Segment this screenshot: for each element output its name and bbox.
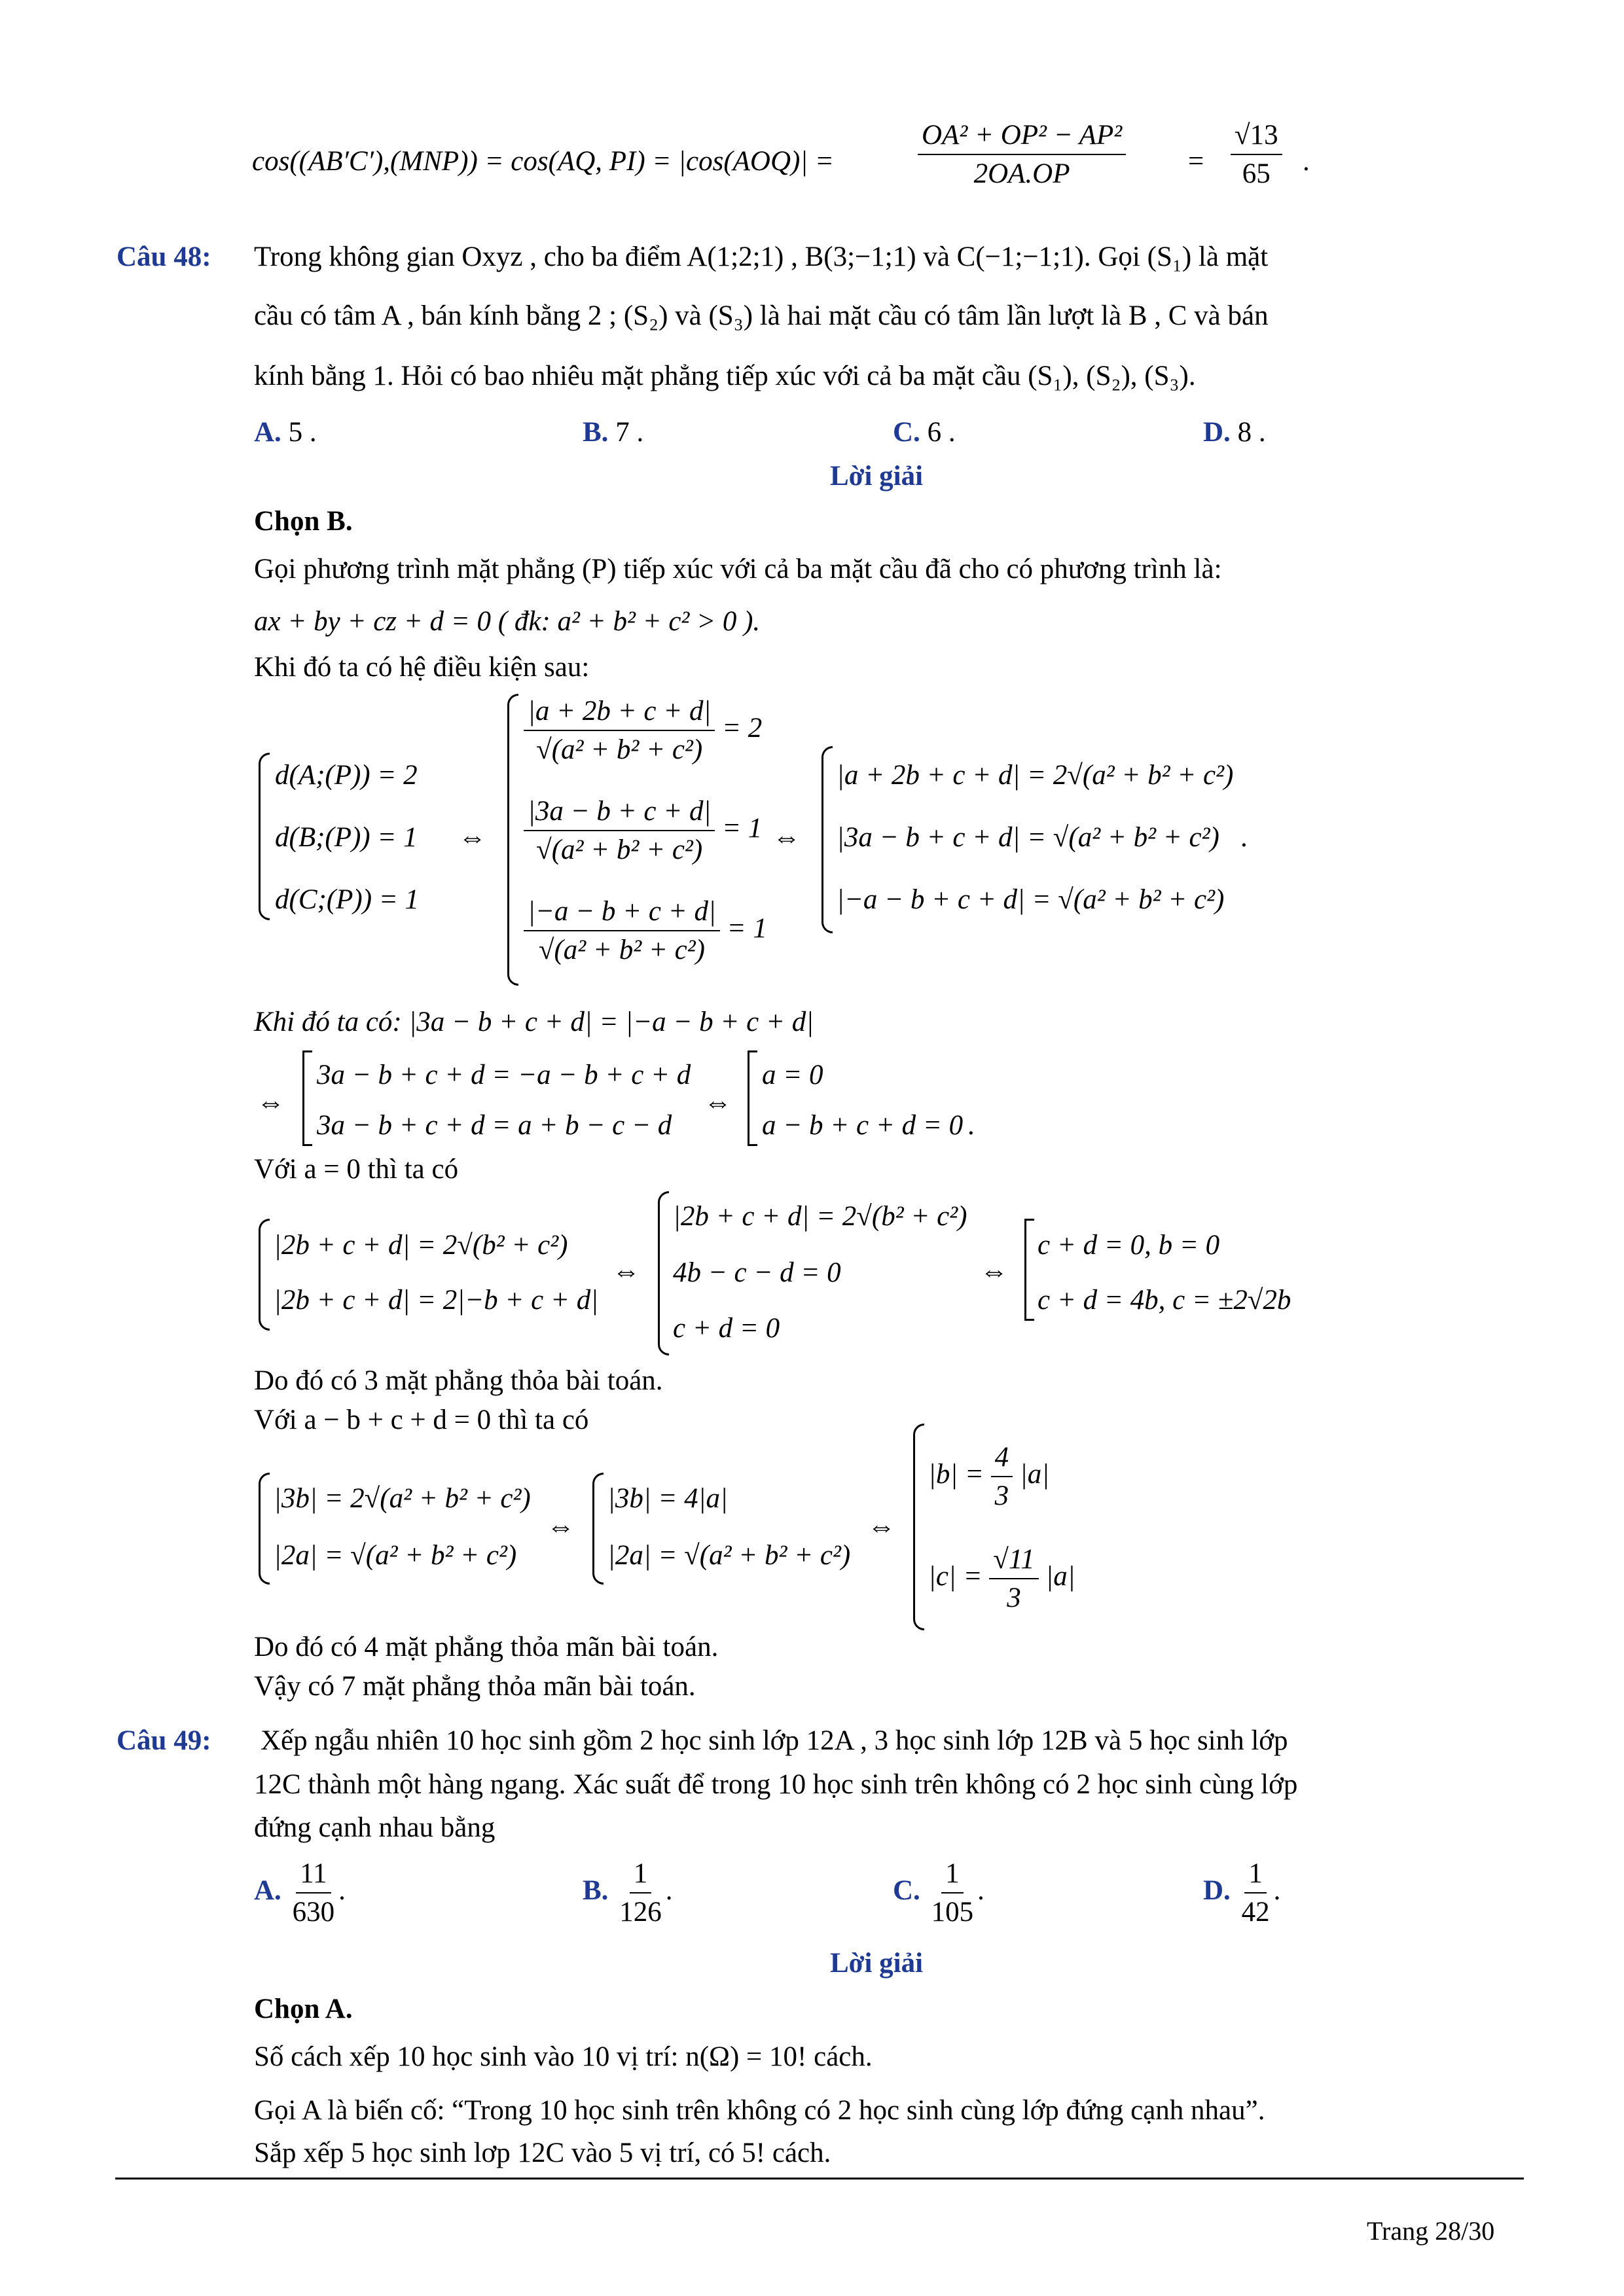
q49-option-a-num: 11 bbox=[296, 1857, 331, 1893]
solution-48-abs-equation: Khi đó ta có: |3a − b + c + d| = |−a − b + c + d| bbox=[254, 1007, 814, 1037]
iff-symbol: ⇔ bbox=[612, 1256, 640, 1287]
cos-fraction-numerator: OA² + OP² − AP² bbox=[918, 119, 1126, 155]
sys-a2-eq-3: c + d = 0 bbox=[673, 1313, 780, 1344]
solution-48-line-1: Gọi phương trình mặt phẳng (P) tiếp xúc với cả ba mặt cầu đã cho có phương trình là: bbox=[254, 554, 1222, 584]
q49-option-d-period: . bbox=[1273, 1874, 1281, 1906]
or-bracket-2 bbox=[748, 1050, 757, 1146]
case-a-zero-intro: Với a = 0 thì ta có bbox=[254, 1154, 459, 1185]
sys-b1-eq-2: |2a| = √(a² + b² + c²) bbox=[274, 1540, 517, 1571]
question-49-line-2: 12C thành một hàng ngang. Xác suất để trong 10 học sinh trên không có 2 học sinh cùng lớp bbox=[254, 1769, 1298, 1800]
footer-rule bbox=[115, 2178, 1524, 2179]
system-period: . bbox=[1240, 822, 1248, 853]
q49-option-b-key: B. bbox=[583, 1874, 609, 1906]
solution-48-line-3: Khi đó ta có hệ điều kiện sau: bbox=[254, 652, 590, 683]
option-d-key: D. bbox=[1203, 417, 1231, 448]
cos-fraction bbox=[918, 119, 1126, 190]
sys-b3-rhs-2: |a| bbox=[1045, 1560, 1075, 1592]
brace-a1 bbox=[259, 1219, 270, 1331]
option-b-key: B. bbox=[583, 417, 609, 448]
option-d bbox=[1203, 416, 1266, 448]
solution-48-plane-equation: ax + by + cz + d = 0 ( đk: a² + b² + c² > 0 ). bbox=[254, 606, 761, 637]
system-equation-c: |−a − b + c + d| = √(a² + b² + c²) bbox=[837, 884, 1225, 915]
iff-symbol: ⇔ bbox=[257, 1087, 285, 1118]
sys-a2-eq-2: 4b − c − d = 0 bbox=[673, 1257, 841, 1288]
solution-49-line-2: Gọi A là biến cố: “Trong 10 học sinh trên không có 2 học sinh cùng lớp đứng cạnh nhau”. bbox=[254, 2095, 1265, 2126]
chosen-answer-48: Chọn B. bbox=[254, 506, 353, 537]
cos-fraction-denominator: 2OA.OP bbox=[973, 158, 1070, 189]
page-number: Trang 28/30 bbox=[1367, 2216, 1495, 2246]
q49-option-b-period: . bbox=[665, 1874, 673, 1906]
iff-symbol: ⇔ bbox=[867, 1511, 895, 1542]
system-equation-b: |3a − b + c + d| = √(a² + b² + c²) bbox=[837, 822, 1219, 853]
q49-option-c-period: . bbox=[977, 1874, 984, 1906]
solution-heading-48: Lời giải bbox=[830, 461, 924, 492]
conclusion-3-planes: Do đó có 3 mặt phẳng thỏa bài toán. bbox=[254, 1365, 663, 1396]
final-conclusion-48: Vậy có 7 mặt phẳng thỏa mãn bài toán. bbox=[254, 1671, 696, 1702]
question-48-line-3: kính bằng 1. Hỏi có bao nhiêu mặt phẳng tiếp xúc với cả ba mặt cầu (S₁), (S₂), (S₃). bbox=[254, 361, 1196, 391]
question-49-line-1: Xếp ngẫu nhiên 10 học sinh gồm 2 học sinh lớp 12A , 3 học sinh lớp 12B và 5 học sinh lớp bbox=[261, 1725, 1288, 1756]
question-48-line-1: Trong không gian Oxyz , cho ba điểm A(1;2;1) , B(3;−1;1) và C(−1;−1;1). Gọi (S₁) là mặt bbox=[254, 242, 1269, 272]
q49-option-c-num: 1 bbox=[941, 1857, 964, 1893]
case-equation-1: 3a − b + c + d = −a − b + c + d bbox=[317, 1060, 691, 1090]
question-48-label: Câu 48: bbox=[117, 242, 211, 272]
option-d-value: 8 . bbox=[1237, 417, 1266, 448]
case-linear-intro: Với a − b + c + d = 0 thì ta có bbox=[254, 1405, 589, 1435]
brace-b3 bbox=[913, 1424, 924, 1630]
option-a bbox=[254, 416, 317, 448]
question-49-line-3: đứng cạnh nhau bằng bbox=[254, 1812, 496, 1843]
option-c bbox=[893, 416, 956, 448]
conclusion-4-planes: Do đó có 4 mặt phẳng thỏa mãn bài toán. bbox=[254, 1632, 719, 1662]
q49-option-b-den: 126 bbox=[619, 1897, 662, 1928]
brace-a2 bbox=[658, 1191, 669, 1355]
distance-a: d(A;(P)) = 2 bbox=[275, 760, 418, 791]
distance-b: d(B;(P)) = 1 bbox=[275, 822, 418, 853]
distance-fraction-a bbox=[524, 695, 762, 766]
iff-symbol: ⇔ bbox=[980, 1256, 1008, 1287]
result-denominator: 65 bbox=[1242, 158, 1271, 189]
q49-option-c-key: C. bbox=[893, 1874, 920, 1906]
solution-heading-49: Lời giải bbox=[830, 1948, 924, 1979]
q49-option-a-key: A. bbox=[254, 1874, 281, 1906]
solution-49-line-3: Sắp xếp 5 học sinh lơp 12C vào 5 vị trí, có 5! cách. bbox=[254, 2138, 831, 2168]
distance-denominator-c: √(a² + b² + c²) bbox=[538, 935, 705, 965]
distance-rhs-a: = 2 bbox=[722, 712, 763, 744]
q49-option-d bbox=[1203, 1857, 1280, 1928]
sys-b3-lhs-2: |c| = bbox=[928, 1560, 983, 1592]
brace-b1 bbox=[259, 1473, 270, 1585]
q49-option-d-den: 42 bbox=[1241, 1897, 1270, 1928]
option-b-value: 7 . bbox=[615, 417, 644, 448]
or-bracket-1 bbox=[302, 1050, 312, 1146]
q49-option-d-key: D. bbox=[1203, 1874, 1231, 1906]
sys-b3-num-1: 4 bbox=[991, 1441, 1013, 1477]
question-49-label: Câu 49: bbox=[117, 1725, 211, 1756]
option-c-key: C. bbox=[893, 417, 920, 448]
case-a-zero: a = 0 bbox=[762, 1060, 823, 1090]
option-c-value: 6 . bbox=[927, 417, 956, 448]
iff-symbol: ⇔ bbox=[547, 1511, 575, 1542]
q49-option-a-period: . bbox=[338, 1874, 346, 1906]
sys-b2-eq-1: |3b| = 4|a| bbox=[607, 1483, 728, 1514]
question-48-line-2: cầu có tâm A , bán kính bằng 2 ; (S₂) và (S₃) là hai mặt cầu có tâm lần lượt là B , C và bán bbox=[254, 300, 1269, 331]
cos-angle-formula: cos((AB′C′),(MNP)) = cos(AQ, PI) = |cos(AOQ)| = bbox=[252, 146, 834, 177]
iff-symbol: ⇔ bbox=[772, 822, 801, 853]
or-bracket-a3 bbox=[1024, 1219, 1034, 1321]
result-fraction bbox=[1231, 119, 1282, 190]
sys-a1-eq-2: |2b + c + d| = 2|−b + c + d| bbox=[274, 1285, 599, 1316]
sys-a1-eq-1: |2b + c + d| = 2√(b² + c²) bbox=[274, 1230, 568, 1261]
q49-option-b bbox=[583, 1857, 672, 1928]
q49-option-a bbox=[254, 1857, 346, 1928]
q49-option-d-num: 1 bbox=[1244, 1857, 1267, 1893]
option-a-value: 5 . bbox=[288, 417, 317, 448]
sys-b3-rhs-1: |a| bbox=[1019, 1458, 1050, 1490]
solution-49-line-1: Số cách xếp 10 học sinh vào 10 vị trí: n(Ω) = 10! cách. bbox=[254, 2041, 873, 2072]
iff-symbol: ⇔ bbox=[458, 822, 486, 853]
result-numerator: √13 bbox=[1231, 119, 1282, 155]
distance-rhs-c: = 1 bbox=[727, 912, 767, 944]
case-linear: a − b + c + d = 0 bbox=[762, 1110, 964, 1141]
distance-numerator-a: |a + 2b + c + d| bbox=[524, 695, 715, 731]
iff-symbol: ⇔ bbox=[704, 1087, 732, 1118]
option-b bbox=[583, 416, 643, 448]
sys-a3-eq-1: c + d = 0, b = 0 bbox=[1038, 1230, 1220, 1261]
sys-b1-eq-1: |3b| = 2√(a² + b² + c²) bbox=[274, 1483, 531, 1514]
distance-c: d(C;(P)) = 1 bbox=[275, 884, 420, 915]
system-right-brace bbox=[821, 746, 833, 933]
system-middle-brace bbox=[507, 694, 518, 986]
equals-sign: = bbox=[1188, 146, 1204, 177]
distance-fraction-b bbox=[524, 795, 762, 866]
sys-a3-eq-2: c + d = 4b, c = ±2√2b bbox=[1038, 1285, 1291, 1316]
q49-option-a-den: 630 bbox=[292, 1897, 335, 1928]
distance-fraction-c bbox=[524, 895, 767, 966]
chosen-answer-49: Chọn A. bbox=[254, 1994, 353, 2024]
distance-denominator-a: √(a² + b² + c²) bbox=[536, 734, 703, 765]
distance-denominator-b: √(a² + b² + c²) bbox=[536, 834, 703, 865]
system-equation-a: |a + 2b + c + d| = 2√(a² + b² + c²) bbox=[837, 760, 1234, 791]
case-equation-2: 3a − b + c + d = a + b − c − d bbox=[317, 1110, 672, 1141]
q49-option-c-den: 105 bbox=[931, 1897, 974, 1928]
distance-numerator-c: |−a − b + c + d| bbox=[524, 895, 720, 931]
distance-rhs-b: = 1 bbox=[722, 812, 763, 844]
distance-numerator-b: |3a − b + c + d| bbox=[524, 795, 715, 831]
system-left-brace bbox=[259, 753, 270, 920]
sys-b3-den-1: 3 bbox=[994, 1480, 1009, 1511]
sys-b3-den-2: 3 bbox=[1007, 1583, 1021, 1613]
sys-b3-num-2: √11 bbox=[989, 1543, 1038, 1579]
case-period: . bbox=[967, 1110, 975, 1141]
sys-b2-eq-2: |2a| = √(a² + b² + c²) bbox=[607, 1540, 851, 1571]
sys-b3-eq-2 bbox=[928, 1543, 1075, 1614]
option-a-key: A. bbox=[254, 417, 281, 448]
sys-b3-eq-1 bbox=[928, 1441, 1049, 1512]
formula-period: . bbox=[1303, 146, 1310, 177]
q49-option-c bbox=[893, 1857, 984, 1928]
q49-option-b-num: 1 bbox=[630, 1857, 652, 1893]
brace-b2 bbox=[592, 1473, 604, 1585]
sys-a2-eq-1: |2b + c + d| = 2√(b² + c²) bbox=[673, 1201, 967, 1232]
sys-b3-lhs-1: |b| = bbox=[928, 1458, 984, 1490]
